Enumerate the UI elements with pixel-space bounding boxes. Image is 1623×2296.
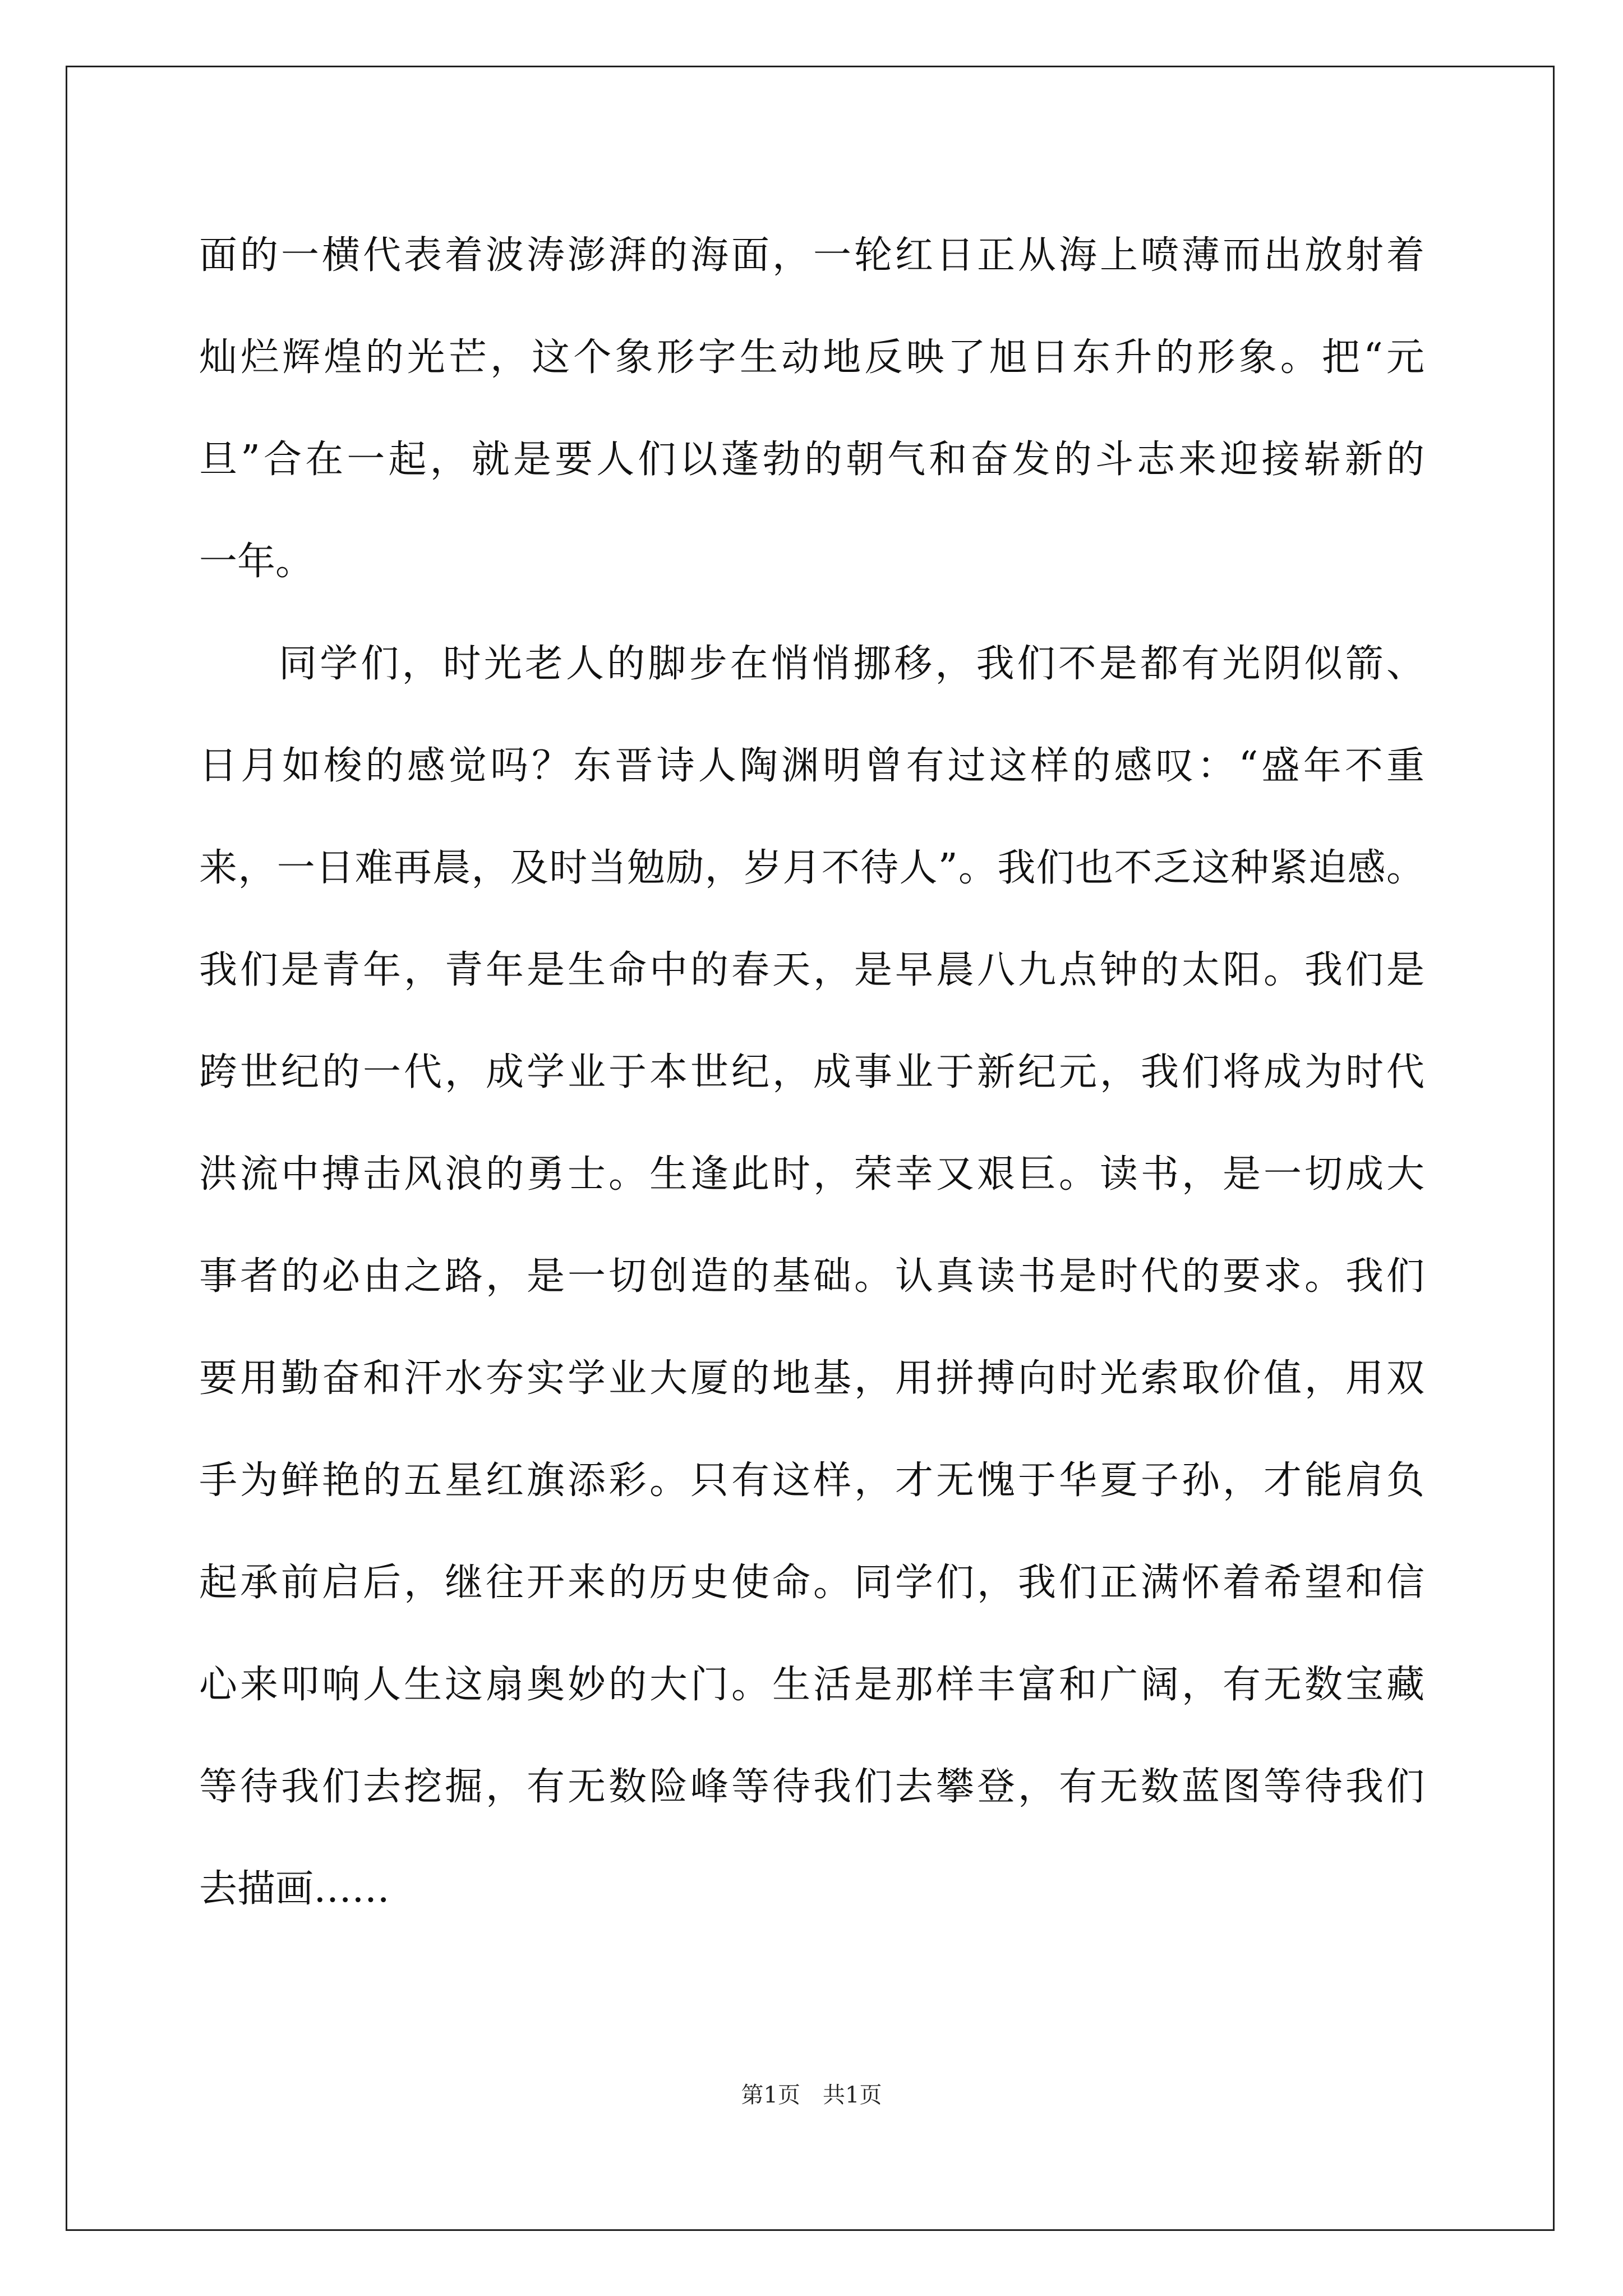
text-line: 旦”合在一起，就是要人们以蓬勃的朝气和奋发的斗志来迎接崭新的 — [199, 438, 1424, 482]
text-line: 同学们，时光老人的脚步在悄悄挪移，我们不是都有光阴似箭、 — [279, 642, 1424, 686]
text-line: 事者的必由之路，是一切创造的基础。认真读书是时代的要求。我们 — [199, 1254, 1424, 1299]
text-line: 我们是青年，青年是生命中的春天，是早晨八九点钟的太阳。我们是 — [199, 948, 1424, 992]
text-line: 日月如梭的感觉吗？东晋诗人陶渊明曾有过这样的感叹：“盛年不重 — [199, 744, 1424, 788]
page-number-total: 共1页 — [823, 2082, 882, 2108]
paragraph-1 — [199, 205, 1424, 613]
text-line: 心来叩响人生这扇奥妙的大门。生活是那样丰富和广阔，有无数宝藏 — [199, 1663, 1424, 1707]
text-line: 起承前启后，继往开来的历史使命。同学们，我们正满怀着希望和信 — [199, 1561, 1424, 1605]
text-line: 面的一横代表着波涛澎湃的海面，一轮红日正从海上喷薄而出放射着 — [199, 233, 1424, 278]
text-line: 跨世纪的一代，成学业于本世纪，成事业于新纪元，我们将成为时代 — [199, 1050, 1424, 1094]
page-number-current: 第1页 — [741, 2082, 800, 2108]
page-footer — [0, 2078, 1623, 2112]
text-line: 去描画…… — [199, 1867, 390, 1911]
text-line: 来，一日难再晨，及时当勉励，岁月不待人”。我们也不乏这种紧迫感。 — [199, 846, 1424, 890]
text-line: 手为鲜艳的五星红旗添彩。只有这样，才无愧于华夏子孙，才能肩负 — [199, 1458, 1424, 1503]
text-line: 等待我们去挖掘，有无数险峰等待我们去攀登，有无数蓝图等待我们 — [199, 1765, 1424, 1809]
document-body — [199, 205, 1424, 1940]
text-line: 要用勤奋和汗水夯实学业大厦的地基，用拼搏向时光索取价值，用双 — [199, 1356, 1424, 1401]
text-line: 灿烂辉煌的光芒，这个象形字生动地反映了旭日东升的形象。把“元 — [199, 335, 1424, 380]
text-line: 洪流中搏击风浪的勇士。生逢此时，荣幸又艰巨。读书，是一切成大 — [199, 1152, 1424, 1197]
text-line: 一年。 — [199, 540, 314, 584]
paragraph-2 — [199, 613, 1424, 1940]
